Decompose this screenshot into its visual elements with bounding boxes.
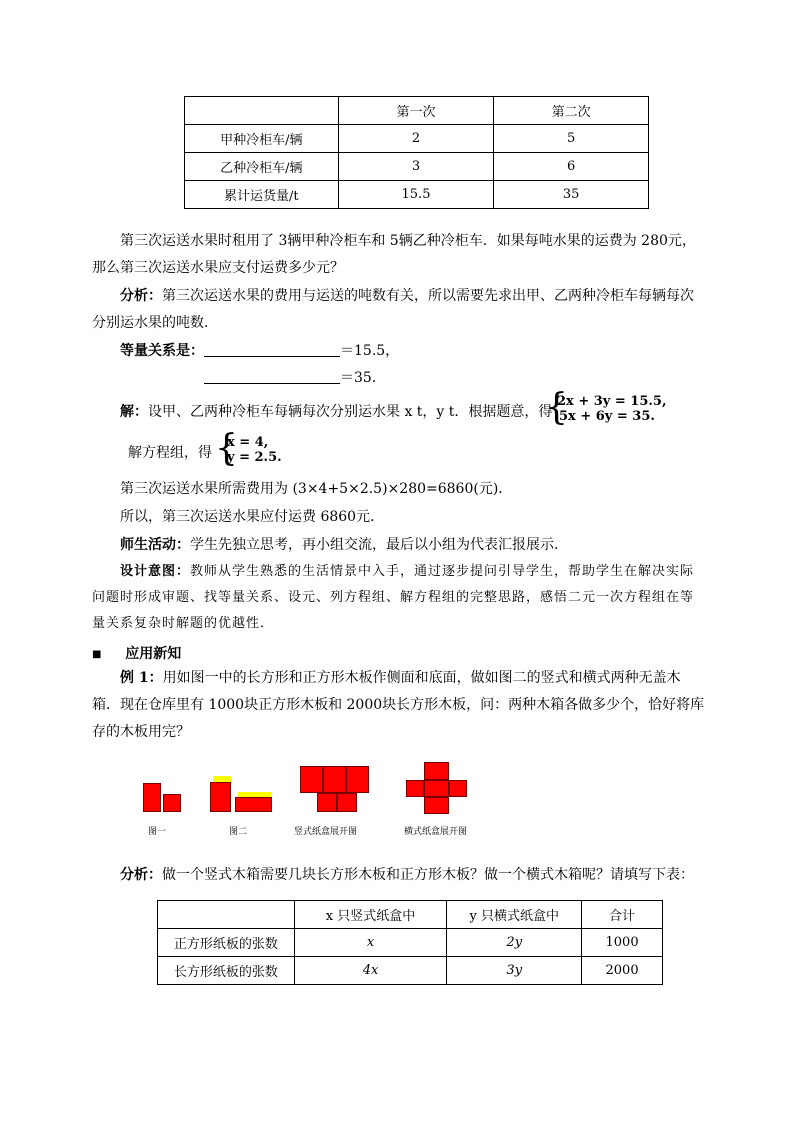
section-header xyxy=(92,645,181,664)
rectangle-board xyxy=(143,783,161,812)
figure-caption: 横式纸盒展开图 xyxy=(404,827,468,837)
equation-1: 2x + 3y = 15.5, xyxy=(557,394,667,409)
table-cell: 乙种冷柜车/辆 xyxy=(185,153,339,181)
equation-system xyxy=(557,394,666,424)
table-cell: 1000 xyxy=(582,929,663,957)
freight-table xyxy=(184,96,649,209)
activity-text: 学生先独立思考，再小组交流，最后以小组为代表汇报展示． xyxy=(190,537,568,553)
net-cell xyxy=(406,780,424,797)
net-cell xyxy=(346,766,369,793)
design-label: 设计意图： xyxy=(120,564,191,579)
equation-2: 5x + 6y = 35. xyxy=(559,409,655,424)
solution-paragraph xyxy=(120,403,552,421)
board-count-table xyxy=(157,900,663,985)
example-text: 用如图一中的长方形和正方形木板作侧面和底面，做如图二的竖式和横式两种无盖木 xyxy=(162,670,681,686)
analysis2-text: 做一个竖式木箱需要几块长方形木板和正方形木板？做一个横式木箱呢？请填写下表： xyxy=(162,867,694,883)
table-cell: 5 xyxy=(494,125,649,153)
net-cell xyxy=(424,762,449,780)
design-line-3: 量关系复杂时解题的优越性． xyxy=(92,616,275,631)
system-brace: { xyxy=(545,387,568,428)
net-cell xyxy=(424,780,449,797)
box-figure xyxy=(140,762,480,837)
design-paragraph xyxy=(120,563,694,581)
table-cell xyxy=(294,929,447,957)
bullet-icon: ■ xyxy=(92,649,102,660)
table-header-cell: 合计 xyxy=(582,901,663,929)
table-header-cell: 第一次 xyxy=(338,97,494,125)
net-cell xyxy=(323,766,346,793)
equation-rhs: ＝35． xyxy=(340,370,386,386)
example-paragraph xyxy=(120,669,681,687)
table-cell: 正方形纸板的张数 xyxy=(158,929,295,957)
table-cell xyxy=(447,929,582,957)
net-cell xyxy=(337,793,357,812)
analysis2-label: 分析： xyxy=(120,867,162,883)
figure-caption: 图一 xyxy=(148,827,167,837)
blank-line xyxy=(204,369,340,384)
table-cell: 6 xyxy=(494,153,649,181)
table-row xyxy=(185,181,649,209)
example-line-3: 存的木板用完？ xyxy=(92,724,190,740)
design-line-2: 问题时形成审题、找等量关系、设元、列方程组、解方程组的完整思路，感悟二元一次方程组在等 xyxy=(92,590,695,605)
answer-1: x = 4, xyxy=(227,435,269,450)
net-cell xyxy=(317,793,337,812)
design-text: 教师从学生熟悉的生活情景中入手，通过逐步提问引导学生，帮助学生在解决实际 xyxy=(190,564,695,579)
table-cell-math: 2y xyxy=(506,935,523,950)
table-cell-math: x xyxy=(366,935,375,950)
example-line-2: 箱．现在仓库里有 1000块正方形木板和 2000块长方形木板，问：两种木箱各做多少个，恰好将库 xyxy=(92,697,705,713)
horizontal-box xyxy=(235,797,272,812)
table-header-cell: 第二次 xyxy=(494,97,649,125)
table-header-cell xyxy=(185,97,339,125)
example-label: 例 1： xyxy=(120,670,163,686)
table-row xyxy=(185,125,649,153)
analysis-paragraph xyxy=(120,287,694,305)
table-row xyxy=(158,929,663,957)
table-cell-math: 3y xyxy=(506,963,523,978)
cost-line: 第三次运送水果所需费用为 (3×4+5×2.5)×280=6860(元)． xyxy=(120,481,513,497)
figure-caption: 图二 xyxy=(229,827,248,837)
table-cell: 2000 xyxy=(582,957,663,985)
solution-label: 解： xyxy=(120,404,148,420)
table-row xyxy=(185,153,649,181)
table-cell xyxy=(447,957,582,985)
question-line-1: 第三次运送水果时租用了 3辆甲种冷柜车和 5辆乙种冷柜车．如果每吨水果的运费为 280元， xyxy=(120,233,696,249)
table-cell xyxy=(294,957,447,985)
solve-text: 解方程组，得 xyxy=(128,445,212,461)
figure-caption: 竖式纸盒展开图 xyxy=(294,827,358,837)
table-cell: 2 xyxy=(338,125,494,153)
net-cell xyxy=(424,797,449,814)
table-header-cell: y 只横式纸盒中 xyxy=(447,901,582,929)
analysis-line-2: 分别运水果的吨数． xyxy=(92,315,218,331)
table-header-cell xyxy=(158,901,295,929)
conclusion-line: 所以，第三次运送水果应付运费 6860元． xyxy=(120,509,385,525)
activity-paragraph xyxy=(120,536,568,554)
analysis-label: 分析： xyxy=(120,288,162,304)
table-cell: 3 xyxy=(338,153,494,181)
equality-relation-2 xyxy=(204,369,386,387)
table-cell: 累计运货量/t xyxy=(185,181,339,209)
table-cell: 甲种冷柜车/辆 xyxy=(185,125,339,153)
answer-2: y = 2.5. xyxy=(227,450,282,465)
table-row xyxy=(158,957,663,985)
square-board xyxy=(163,794,181,812)
net-cell xyxy=(300,766,323,793)
table-cell: 长方形纸板的张数 xyxy=(158,957,295,985)
table-cell-math: 4x xyxy=(362,963,379,978)
blank-line xyxy=(204,342,340,357)
analysis2-paragraph xyxy=(120,866,694,884)
answer-system xyxy=(227,435,282,465)
table-cell: 15.5 xyxy=(338,181,494,209)
solution-text: 设甲、乙两种冷柜车每辆每次分别运水果 x t，y t．根据题意，得 xyxy=(148,404,553,420)
question-line-2: 那么第三次运送水果应支付运费多少元？ xyxy=(92,260,344,276)
answer-brace: { xyxy=(215,428,238,469)
equality-label: 等量关系是： xyxy=(120,343,204,359)
section-title: 应用新知 xyxy=(125,646,182,662)
analysis-text: 第三次运送水果的费用与运送的吨数有关，所以需要先求出甲、乙两种冷柜车每辆每次 xyxy=(162,288,694,304)
vertical-box xyxy=(210,782,231,812)
table-cell: 35 xyxy=(494,181,649,209)
net-cell xyxy=(449,780,467,797)
table-header-cell: x 只竖式纸盒中 xyxy=(294,901,447,929)
equation-rhs: ＝15.5， xyxy=(340,343,400,359)
equality-relation-1 xyxy=(120,342,399,360)
activity-label: 师生活动： xyxy=(120,537,190,553)
